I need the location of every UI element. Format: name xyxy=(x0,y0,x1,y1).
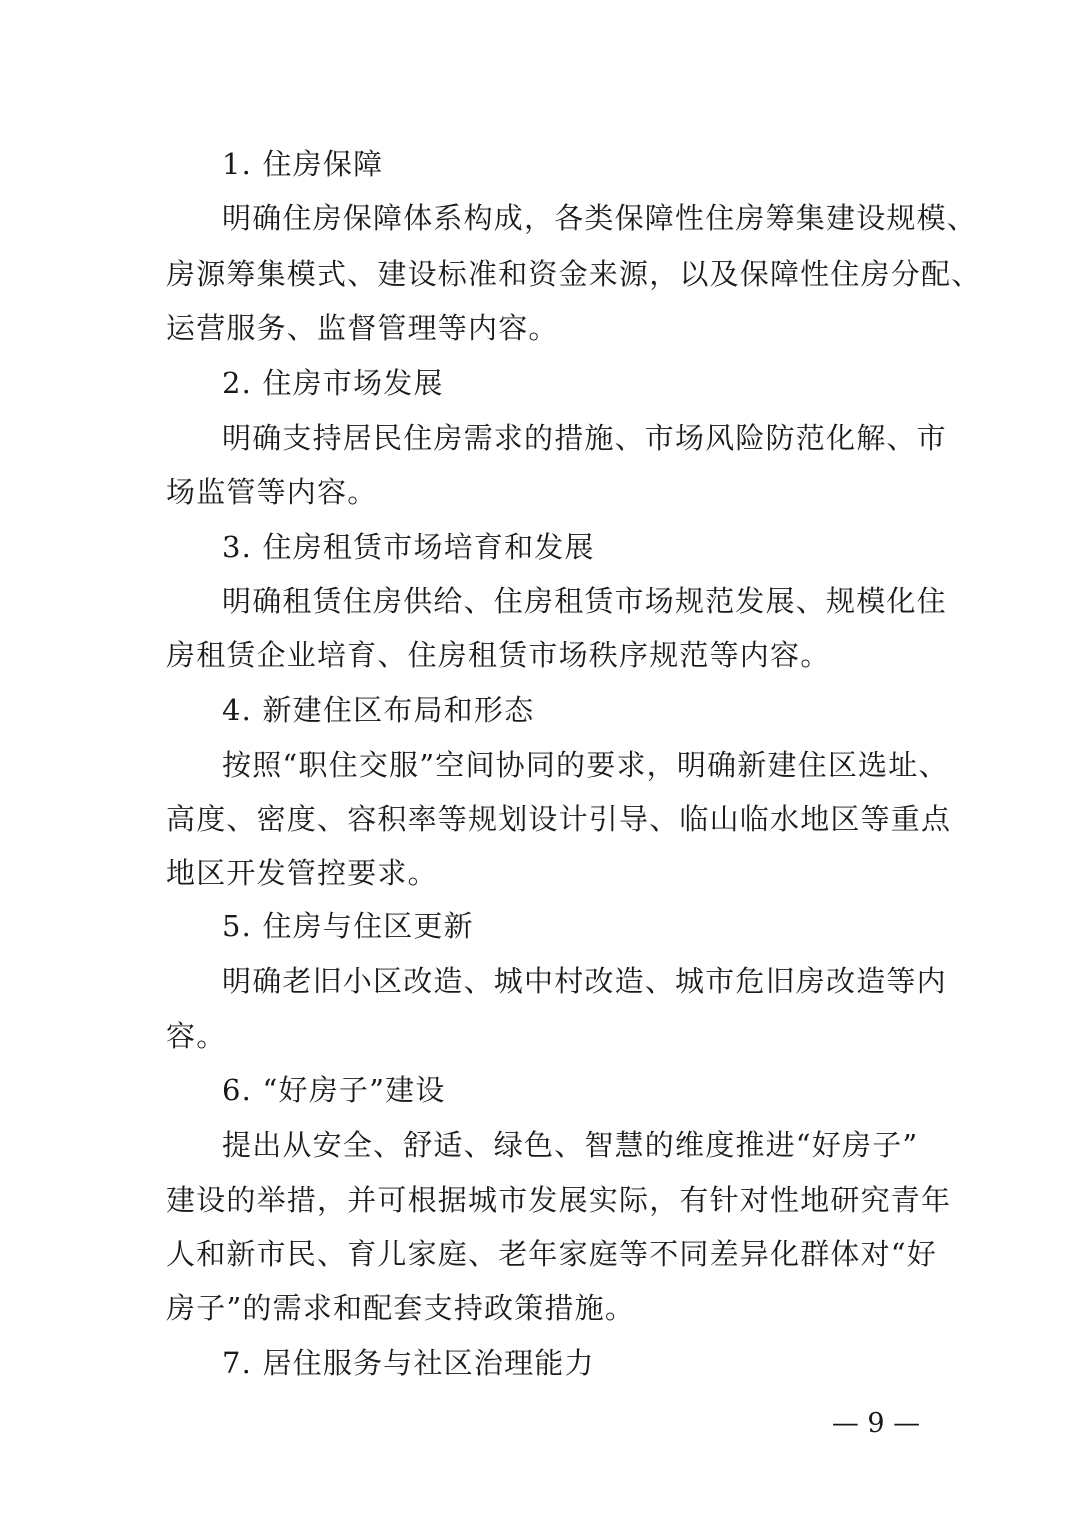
paragraph-line: 建设的举措，并可根据城市发展实际，有针对性地研究青年 xyxy=(166,1183,952,1217)
section-heading: 1. 住房保障 xyxy=(222,147,384,181)
page-number: — 9 — xyxy=(831,1408,921,1439)
paragraph-line: 房源筹集模式、建设标准和资金来源，以及保障性住房分配、 xyxy=(166,257,982,291)
section-heading: 7. 居住服务与社区治理能力 xyxy=(222,1346,595,1380)
section-heading: 5. 住房与住区更新 xyxy=(222,909,474,943)
paragraph-line: 提出从安全、舒适、绿色、智慧的维度推进“好房子” xyxy=(222,1128,919,1162)
paragraph-line: 明确住房保障体系构成，各类保障性住房筹集建设规模、 xyxy=(222,201,978,235)
paragraph-line: 按照“职住交服”空间协同的要求，明确新建住区选址、 xyxy=(222,748,949,782)
section-heading: 3. 住房租赁市场培育和发展 xyxy=(222,530,595,564)
paragraph-line: 场监管等内容。 xyxy=(166,475,378,509)
paragraph-line: 明确租赁住房供给、住房租赁市场规范发展、规模化住 xyxy=(222,584,947,618)
section-heading: 4. 新建住区布局和形态 xyxy=(222,693,535,727)
section-heading: 2. 住房市场发展 xyxy=(222,366,444,400)
paragraph-line: 高度、密度、容积率等规划设计引导、临山临水地区等重点 xyxy=(166,802,952,836)
paragraph-line: 房子”的需求和配套支持政策措施。 xyxy=(166,1291,636,1325)
section-heading: 6. “好房子”建设 xyxy=(222,1073,446,1107)
paragraph-line: 容。 xyxy=(166,1019,227,1053)
paragraph-line: 地区开发管控要求。 xyxy=(166,856,438,890)
paragraph-line: 人和新市民、育儿家庭、老年家庭等不同差异化群体对“好 xyxy=(166,1237,938,1271)
paragraph-line: 运营服务、监督管理等内容。 xyxy=(166,311,559,345)
paragraph-line: 明确老旧小区改造、城中村改造、城市危旧房改造等内 xyxy=(222,964,947,998)
paragraph-line: 房租赁企业培育、住房租赁市场秩序规范等内容。 xyxy=(166,638,831,672)
paragraph-line: 明确支持居民住房需求的措施、市场风险防范化解、市 xyxy=(222,421,947,455)
